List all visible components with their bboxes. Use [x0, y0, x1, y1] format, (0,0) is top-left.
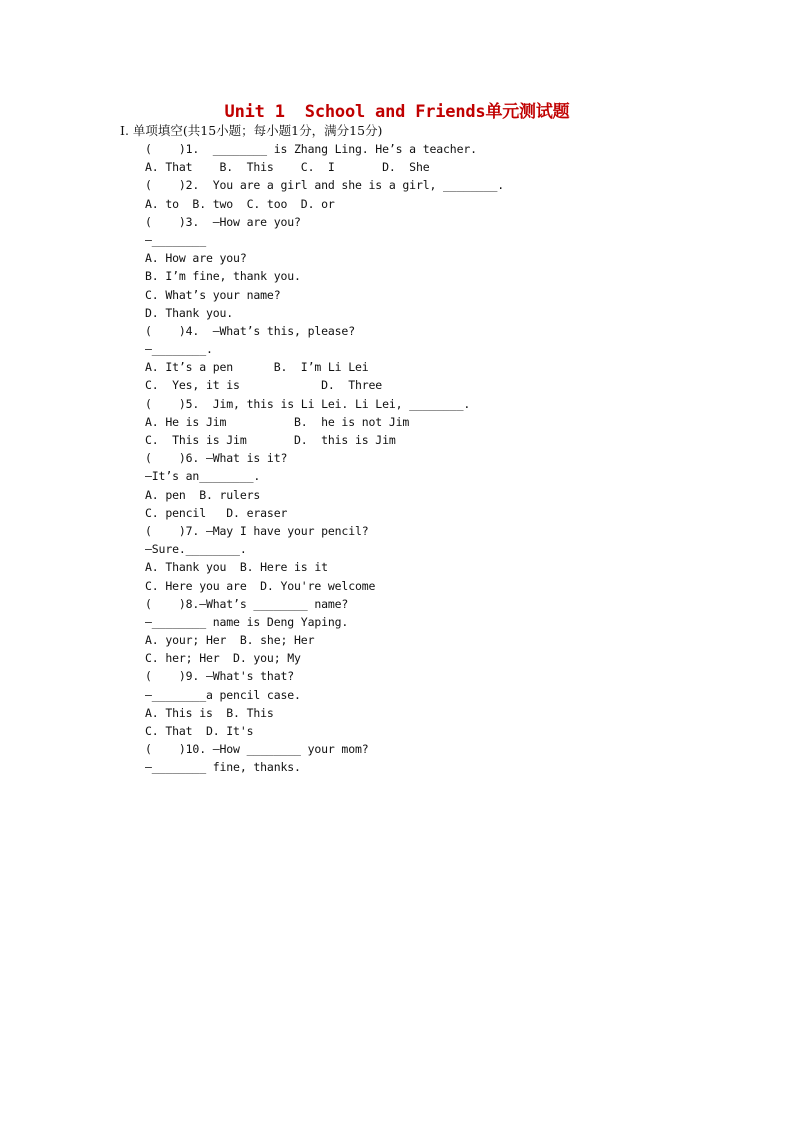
question-line: ( )5. Jim, this is Li Lei. Li Lei, ________. — [145, 396, 471, 411]
question-line: ( )2. You are a girl and she is a girl, ________. — [145, 178, 505, 193]
question-line: —________ name is Deng Yaping. — [145, 614, 349, 629]
question-line: C. her; Her D. you; My — [145, 651, 301, 666]
question-line: C. pencil D. eraser — [145, 505, 288, 520]
question-line: A. to B. two C. too D. or — [145, 196, 335, 211]
question-line: ( )8.—What’s ________ name? — [145, 596, 349, 611]
question-line: ( )4. —What’s this, please? — [145, 323, 355, 338]
question-line: C. What’s your name? — [145, 287, 281, 302]
question-line: ( )7. —May I have your pencil? — [145, 523, 369, 538]
question-line: A. That B. This C. I D. She — [145, 160, 430, 175]
question-line: C. Yes, it is D. Three — [145, 378, 383, 393]
question-line: A. pen B. rulers — [145, 487, 261, 502]
question-line: —________a pencil case. — [145, 687, 301, 702]
question-line: ( )3. —How are you? — [145, 214, 301, 229]
question-line: C. That D. It's — [145, 724, 254, 738]
question-line: A. It’s a pen B. I’m Li Lei — [145, 360, 369, 375]
section-heading: Ⅰ. 单项填空(共15小题；每小题1分，满分15分) — [120, 123, 383, 138]
question-line: A. Thank you B. Here is it — [145, 560, 328, 575]
question-line: —________. — [145, 342, 213, 357]
question-line: ( )6. —What is it? — [145, 451, 288, 466]
question-line: —It’s an________. — [145, 469, 261, 484]
question-line: A. This is B. This — [145, 705, 274, 720]
question-line: C. This is Jim D. this is Jim — [145, 433, 396, 447]
question-line: ( )10. —How ________ your mom? — [145, 742, 369, 757]
question-list — [145, 140, 504, 777]
document-title: Unit 1 School and Friends单元测试题 — [224, 102, 570, 122]
question-line: C. Here you are D. You're welcome — [145, 578, 376, 593]
question-line: D. Thank you. — [145, 305, 234, 320]
question-line: A. your; Her B. she; Her — [145, 633, 315, 648]
question-line: ( )1. ________ is Zhang Ling. He’s a teacher. — [145, 142, 477, 156]
question-line: —________ — [145, 232, 206, 247]
question-line: A. How are you? — [145, 251, 247, 266]
question-line: —________ fine, thanks. — [145, 760, 301, 775]
question-line: B. I’m fine, thank you. — [145, 269, 301, 284]
question-line: ( )9. —What's that? — [145, 669, 295, 684]
question-line: A. He is Jim B. he is not Jim — [145, 414, 410, 429]
question-line: —Sure.________. — [145, 542, 247, 557]
